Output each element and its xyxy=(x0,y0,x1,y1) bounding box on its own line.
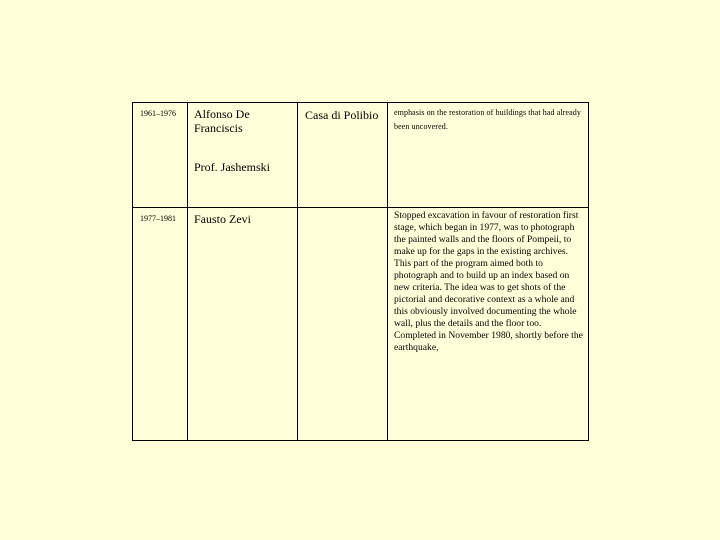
table-row xyxy=(133,208,589,441)
notes-text: Stopped excavation in favour of restoration first stage, which began in 1977, was to photograph the painted walls and the floors of Pompeii, to make up for the gaps in the existing archives. This part of the program aimed both to photograph and to build up an index based on new criteria. The idea was to get shots of the pictorial and decorative context as a whole and this obviously involved documenting the whole wall, plus the details and the floor too. Completed in November 1980, shortly before the earthquake, xyxy=(394,210,583,353)
notes-cell xyxy=(388,103,589,208)
table-row xyxy=(133,103,589,208)
date-cell xyxy=(133,208,188,441)
date-text: 1977–1981 xyxy=(140,214,176,223)
date-text: 1961–1976 xyxy=(140,109,176,118)
date-cell xyxy=(133,103,188,208)
place-text: Casa di Polibio xyxy=(305,108,379,122)
excavation-history-table xyxy=(132,102,589,441)
person-cell xyxy=(188,103,298,208)
person-name: Alfonso De Franciscis xyxy=(194,107,250,135)
person-name-secondary: Prof. Jashemski xyxy=(194,160,270,174)
person-name: Fausto Zevi xyxy=(194,212,251,226)
person-cell xyxy=(188,208,298,441)
place-text xyxy=(298,208,387,213)
place-cell xyxy=(298,103,388,208)
notes-cell xyxy=(388,208,589,441)
notes-text: emphasis on the restoration of buildings that had already been uncovered. xyxy=(394,108,581,131)
place-cell xyxy=(298,208,388,441)
